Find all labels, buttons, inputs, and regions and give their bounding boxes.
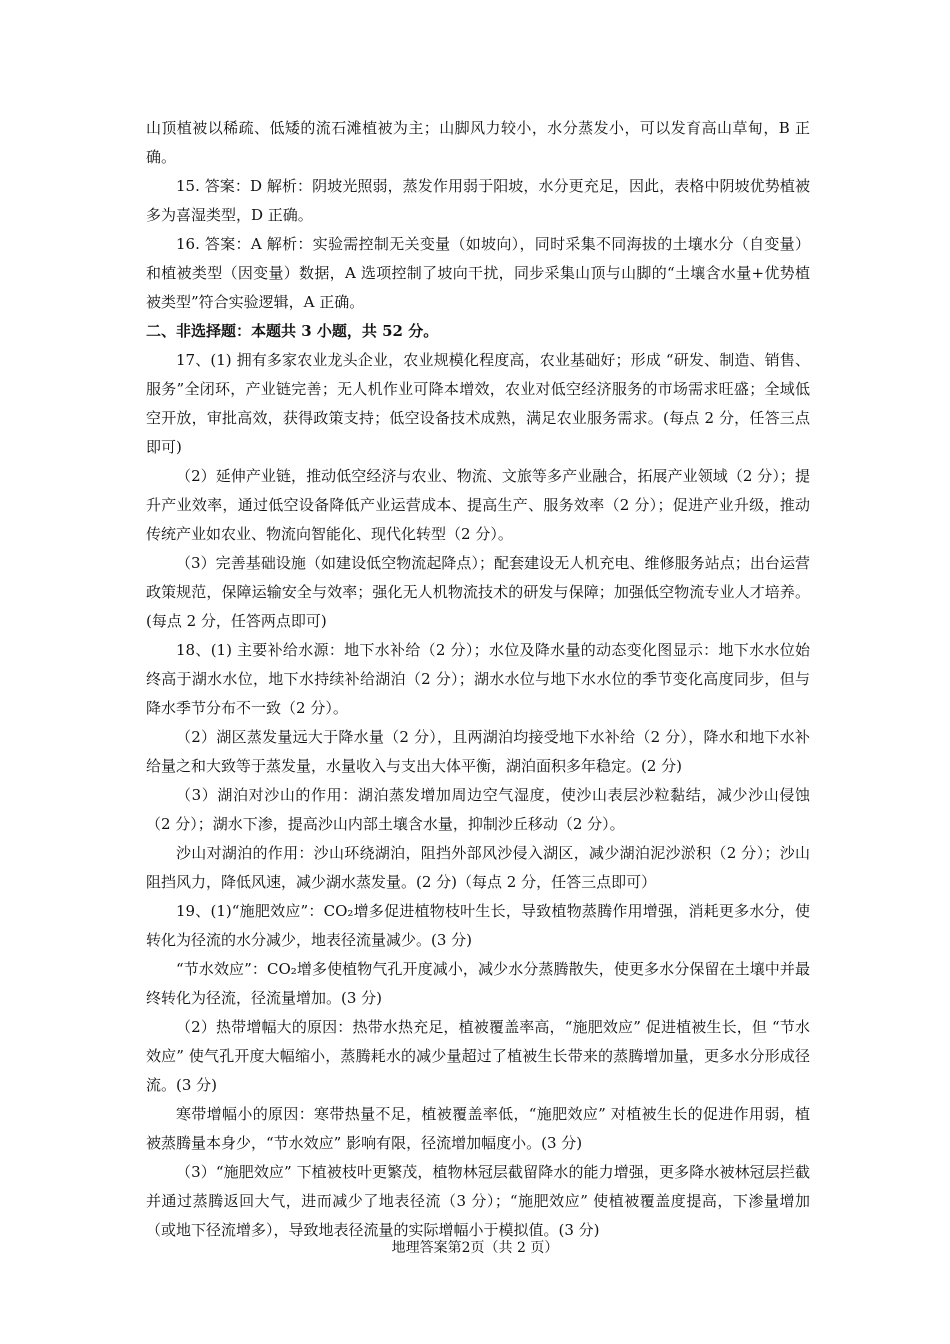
answer-paragraph: （3）完善基础设施（如建设低空物流起降点）；配套建设无人机充电、维修服务站点；出台运营政策规范，保障运输安全与效率；强化无人机物流技术的研发与保障；加强低空物流专业人才培养。(每点 2 分，任答两点即可) [146, 554, 810, 630]
answer-paragraph: 17、(1) 拥有多家农业龙头企业，农业规模化程度高，农业基础好；形成 “研发、制造、销售、服务”全闭环，产业链完善；无人机作业可降本增效，农业对低空经济服务的市场需求旺盛；全域低空开放，审批高效，获得政策支持；低空设备技术成熟，满足农业服务需求。(每点 2 分，任答三点即可) [146, 351, 810, 456]
answer-content [146, 114, 810, 1245]
answer-paragraph: 15. 答案：D 解析：阴坡光照弱，蒸发作用弱于阳坡，水分更充足，因此，表格中阴坡优势植被多为喜湿类型，D 正确。 [146, 177, 810, 224]
answer-paragraph: （3）“施肥效应” 下植被枝叶更繁茂，植物林冠层截留降水的能力增强，更多降水被林冠层拦截并通过蒸腾返回大气，进而减少了地表径流（3 分）；“施肥效应” 使植被覆盖度提高，下渗量增加（或地下径流增多），导致地表径流量的实际增幅小于模拟值。(3 分) [146, 1163, 810, 1239]
answer-paragraph: 山顶植被以稀疏、低矮的流石滩植被为主；山脚风力较小，水分蒸发小，可以发育高山草甸，B 正确。 [146, 119, 810, 166]
page-footer: 地理答案第2页（共 2 页） [391, 1240, 559, 1256]
answer-paragraph: 沙山对湖泊的作用：沙山环绕湖泊，阻挡外部风沙侵入湖区，减少湖泊泥沙淤积（2 分）；沙山阻挡风力，降低风速，减少湖水蒸发量。(2 分)（每点 2 分，任答三点即可） [146, 844, 810, 891]
answer-paragraph: （2）热带增幅大的原因：热带水热充足，植被覆盖率高，“施肥效应” 促进植被生长，但 “节水效应” 使气孔开度大幅缩小，蒸腾耗水的减少量超过了植被生长带来的蒸腾增加量，更多水分形成径流。(3 分) [146, 1018, 810, 1094]
answer-paragraph: “节水效应”：CO₂增多使植物气孔开度减小，减少水分蒸腾散失，使更多水分保留在土壤中并最终转化为径流，径流量增加。(3 分) [146, 960, 810, 1007]
answer-paragraph: 16. 答案：A 解析：实验需控制无关变量（如坡向），同时采集不同海拔的土壤水分（自变量）和植被类型（因变量）数据，A 选项控制了坡向干扰，同步采集山顶与山脚的“土壤含水量+优势植被类型”符合实验逻辑，A 正确。 [146, 235, 810, 311]
answer-paragraph: （3）湖泊对沙山的作用：湖泊蒸发增加周边空气湿度，使沙山表层沙粒黏结，减少沙山侵蚀（2 分）；湖水下渗，提高沙山内部土壤含水量，抑制沙丘移动（2 分）。 [146, 786, 810, 833]
answer-paragraph: 寒带增幅小的原因：寒带热量不足，植被覆盖率低，“施肥效应” 对植被生长的促进作用弱，植被蒸腾量本身少，“节水效应” 影响有限，径流增加幅度小。(3 分) [146, 1105, 810, 1152]
answer-paragraph: 19、(1)“施肥效应”：CO₂增多促进植物枝叶生长，导致植物蒸腾作用增强，消耗更多水分，使转化为径流的水分减少，地表径流量减少。(3 分) [146, 902, 810, 949]
answer-paragraph: （2）湖区蒸发量远大于降水量（2 分），且两湖泊均接受地下水补给（2 分），降水和地下水补给量之和大致等于蒸发量，水量收入与支出大体平衡，湖泊面积多年稳定。(2 分) [146, 728, 810, 775]
section-heading: 二、非选择题：本题共 3 小题，共 52 分。 [146, 322, 439, 340]
answer-paragraph: （2）延伸产业链，推动低空经济与农业、物流、文旅等多产业融合，拓展产业领域（2 分）；提升产业效率，通过低空设备降低产业运营成本、提高生产、服务效率（2 分）；促进产业升级，推动传统产业如农业、物流向智能化、现代化转型（2 分）。 [146, 467, 810, 543]
answer-paragraph: 18、(1) 主要补给水源：地下水补给（2 分）；水位及降水量的动态变化图显示：地下水水位始终高于湖水水位，地下水持续补给湖泊（2 分）；湖水水位与地下水水位的季节变化高度同步，但与降水季节分布不一致（2 分）。 [146, 641, 810, 717]
